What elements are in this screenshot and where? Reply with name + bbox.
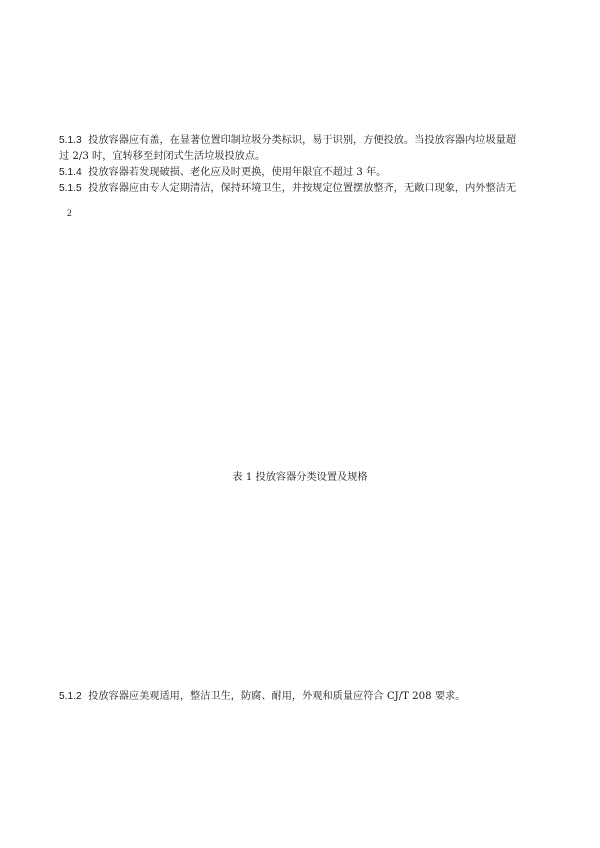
table-caption: 表 1 投放容器分类设置及规格 xyxy=(232,472,368,483)
clause-text: 投放容器应由专人定期清洁，保持环境卫生，并按规定位置摆放整齐，无敞口现象，内外整洁无 xyxy=(88,183,517,194)
clause-5-1-4 xyxy=(59,165,541,181)
clause-5-1-3-line-1 xyxy=(59,133,541,149)
clause-5-1-3 xyxy=(59,133,541,165)
clause-5-1-2 xyxy=(59,689,541,705)
clause-number: 5.1.2 xyxy=(59,691,82,702)
page-number: 2 xyxy=(67,209,72,219)
clause-5-1-3-line-2: 过 2/3 时，宜转移至封闭式生活垃圾投放点。 xyxy=(59,151,266,162)
clause-5-1-5 xyxy=(59,181,541,197)
clause-number: 5.1.5 xyxy=(59,183,82,194)
clause-text: 投放容器应有盖，在显著位置印制垃圾分类标识，易于识别，方便投放。当投放容器内垃圾量超 xyxy=(88,135,517,146)
clause-number: 5.1.4 xyxy=(59,167,82,178)
clause-text: 投放容器应美观适用，整洁卫生，防腐、耐用，外观和质量应符合 CJ/T 208 要求。 xyxy=(88,691,466,702)
clause-text: 投放容器若发现破损、老化应及时更换，使用年限宜不超过 3 年。 xyxy=(88,167,387,178)
clause-number: 5.1.3 xyxy=(59,135,82,146)
